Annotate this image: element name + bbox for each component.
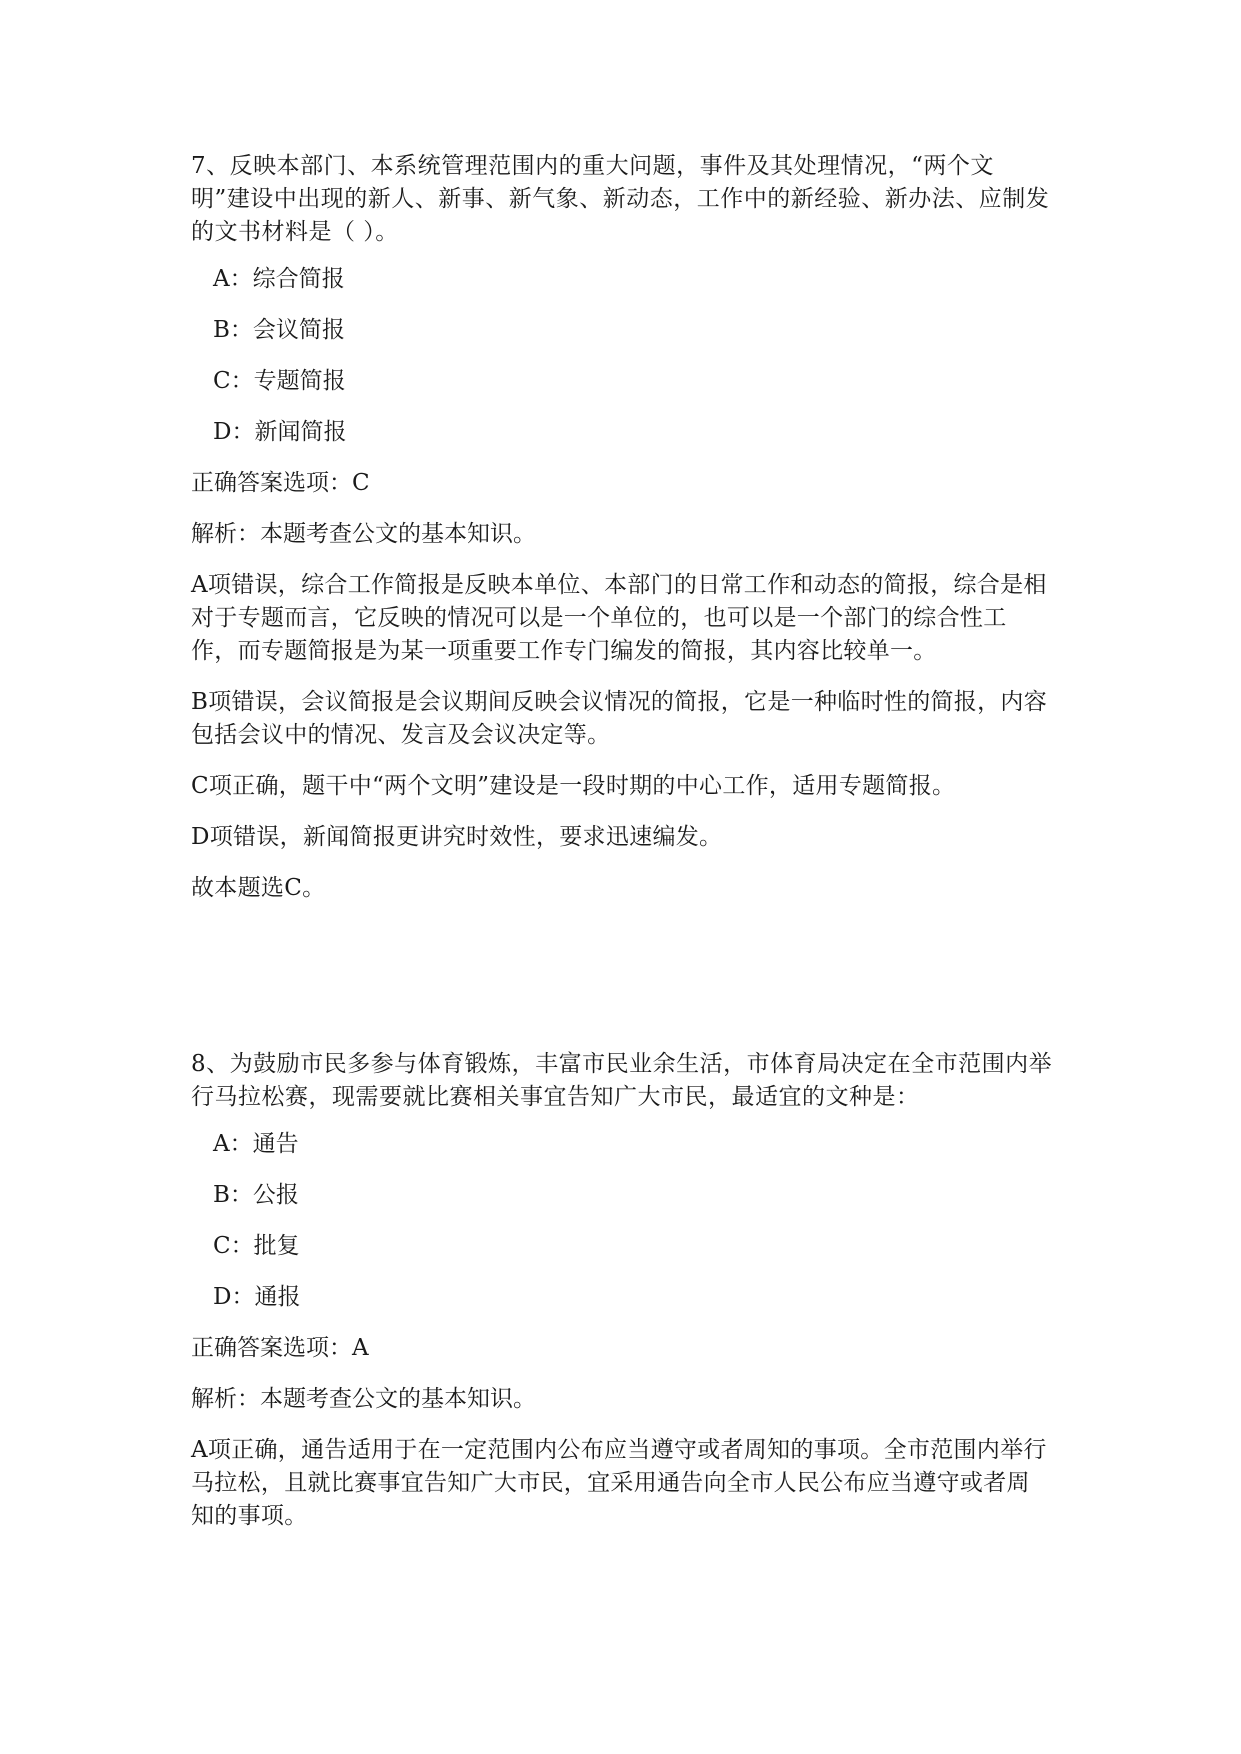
option-a: A：通告: [213, 1131, 299, 1157]
option-c: C：批复: [213, 1233, 300, 1259]
options-list: [191, 263, 1053, 449]
analysis-paragraph: B项错误，会议简报是会议期间反映会议情况的简报，它是一种临时性的简报，内容包括会议中的情况、发言及会议决定等。: [191, 689, 1048, 748]
analysis-paragraph: D项错误，新闻简报更讲究时效性，要求迅速编发。: [191, 824, 723, 850]
option-b: B：会议简报: [213, 317, 345, 343]
option-b: B：公报: [213, 1182, 299, 1208]
analysis-title: 解析：本题考查公文的基本知识。: [191, 1386, 536, 1412]
analysis-paragraph: C项正确，题干中“两个文明”建设是一段时期的中心工作，适用专题简报。: [191, 773, 956, 799]
question-stem: 8、为鼓励市民多参与体育锻炼，丰富市民业余生活，市体育局决定在全市范围内举行马拉松赛，现需要就比赛相关事宜告知广大市民，最适宜的文种是：: [191, 1051, 1053, 1110]
analysis-paragraph: A项正确，通告适用于在一定范围内公布应当遵守或者周知的事项。全市范围内举行马拉松，且就比赛事宜告知广大市民，宜采用通告向全市人民公布应当遵守或者周知的事项。: [191, 1437, 1047, 1529]
analysis-title: 解析：本题考查公文的基本知识。: [191, 521, 536, 547]
question-7: [191, 150, 1053, 923]
analysis-conclusion: 故本题选C。: [191, 875, 326, 901]
option-d: D：新闻简报: [213, 419, 347, 445]
question-stem: 7、反映本部门、本系统管理范围内的重大问题，事件及其处理情况，“两个文明”建设中出现的新人、新事、新气象、新动态，工作中的新经验、新办法、应制发的文书材料是（ ）。: [191, 153, 1050, 245]
analysis-paragraph: A项错误，综合工作简报是反映本单位、本部门的日常工作和动态的简报，综合是相对于专题而言，它反映的情况可以是一个单位的，也可以是一个部门的综合性工作，而专题简报是为某一项重要工作专门编发的简报，其内容比较单一。: [191, 572, 1047, 664]
option-a: A：综合简报: [213, 266, 345, 292]
correct-answer: 正确答案选项：C: [191, 470, 370, 496]
option-c: C：专题简报: [213, 368, 346, 394]
question-8: [191, 1048, 1053, 1551]
option-d: D：通报: [213, 1284, 301, 1310]
correct-answer: 正确答案选项：A: [191, 1335, 369, 1361]
options-list: [191, 1128, 1053, 1314]
